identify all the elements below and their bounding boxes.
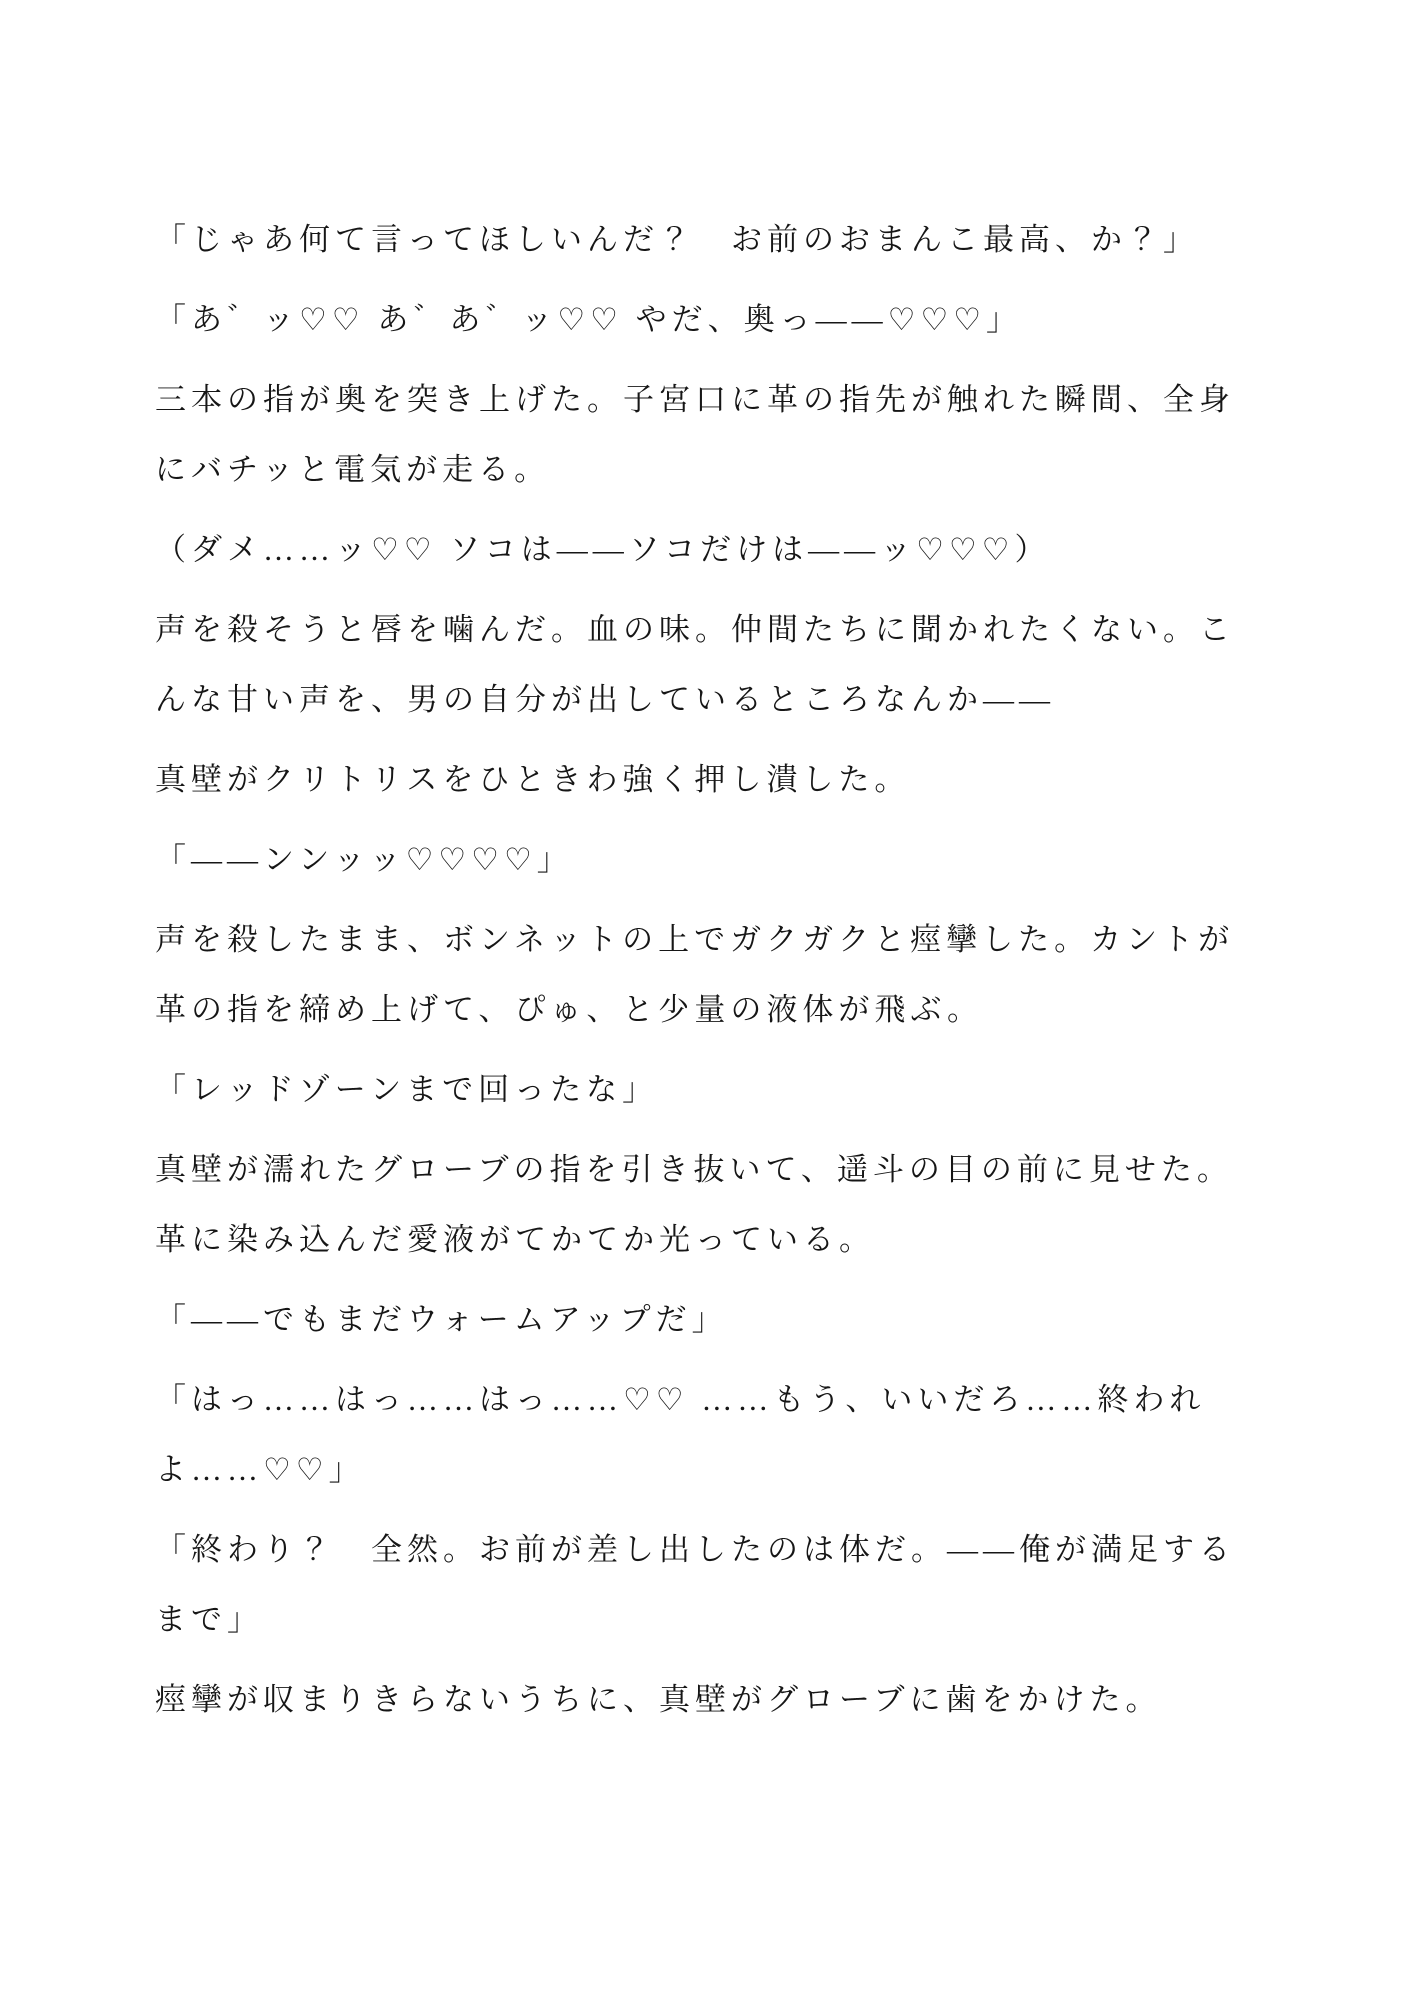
paragraph-12: 「はっ……はっ……はっ……♡♡ ……もう、いいだろ……終われよ……♡♡」 (155, 1382, 1206, 1487)
paragraph-02: 「あ゛ッ♡♡ あ゛あ゛ッ♡♡ やだ、奥っ——♡♡♡」 (155, 302, 1023, 337)
paragraph-08: 声を殺したまま、ボンネットの上でガクガクと痙攣した。カントが革の指を締め上げて、ぴゅ、と少量の液体が飛ぶ。 (155, 922, 1235, 1027)
paragraph-06: 真壁がクリトリスをひときわ強く押し潰した。 (155, 762, 911, 797)
paragraph-09: 「レッドゾーンまで回ったな」 (155, 1072, 659, 1107)
paragraph-10: 真壁が濡れたグローブの指を引き抜いて、遥斗の目の前に見せた。革に染み込んだ愛液がてかてか光っている。 (155, 1152, 1233, 1257)
paragraph-07: 「——ンンッッ♡♡♡♡」 (155, 842, 573, 877)
paragraph-14: 痙攣が収まりきらないうちに、真壁がグローブに歯をかけた。 (155, 1682, 1162, 1717)
paragraph-11: 「——でもまだウォームアップだ」 (155, 1302, 728, 1337)
paragraph-03: 三本の指が奥を突き上げた。子宮口に革の指先が触れた瞬間、全身にバチッと電気が走る。 (155, 382, 1235, 487)
paragraph-05: 声を殺そうと唇を噛んだ。血の味。仲間たちに聞かれたくない。こんな甘い声を、男の自分が出しているところなんか—— (155, 612, 1235, 717)
paragraph-04: （ダメ……ッ♡♡ ソコは——ソコだけは——ッ♡♡♡） (155, 532, 1051, 567)
text-block (155, 205, 1245, 1745)
paragraph-01: 「じゃあ何て言ってほしいんだ？ お前のおまんこ最高、か？」 (155, 222, 1199, 257)
paragraph-13: 「終わり？ 全然。お前が差し出したのは体だ。——俺が満足するまで」 (155, 1532, 1235, 1637)
